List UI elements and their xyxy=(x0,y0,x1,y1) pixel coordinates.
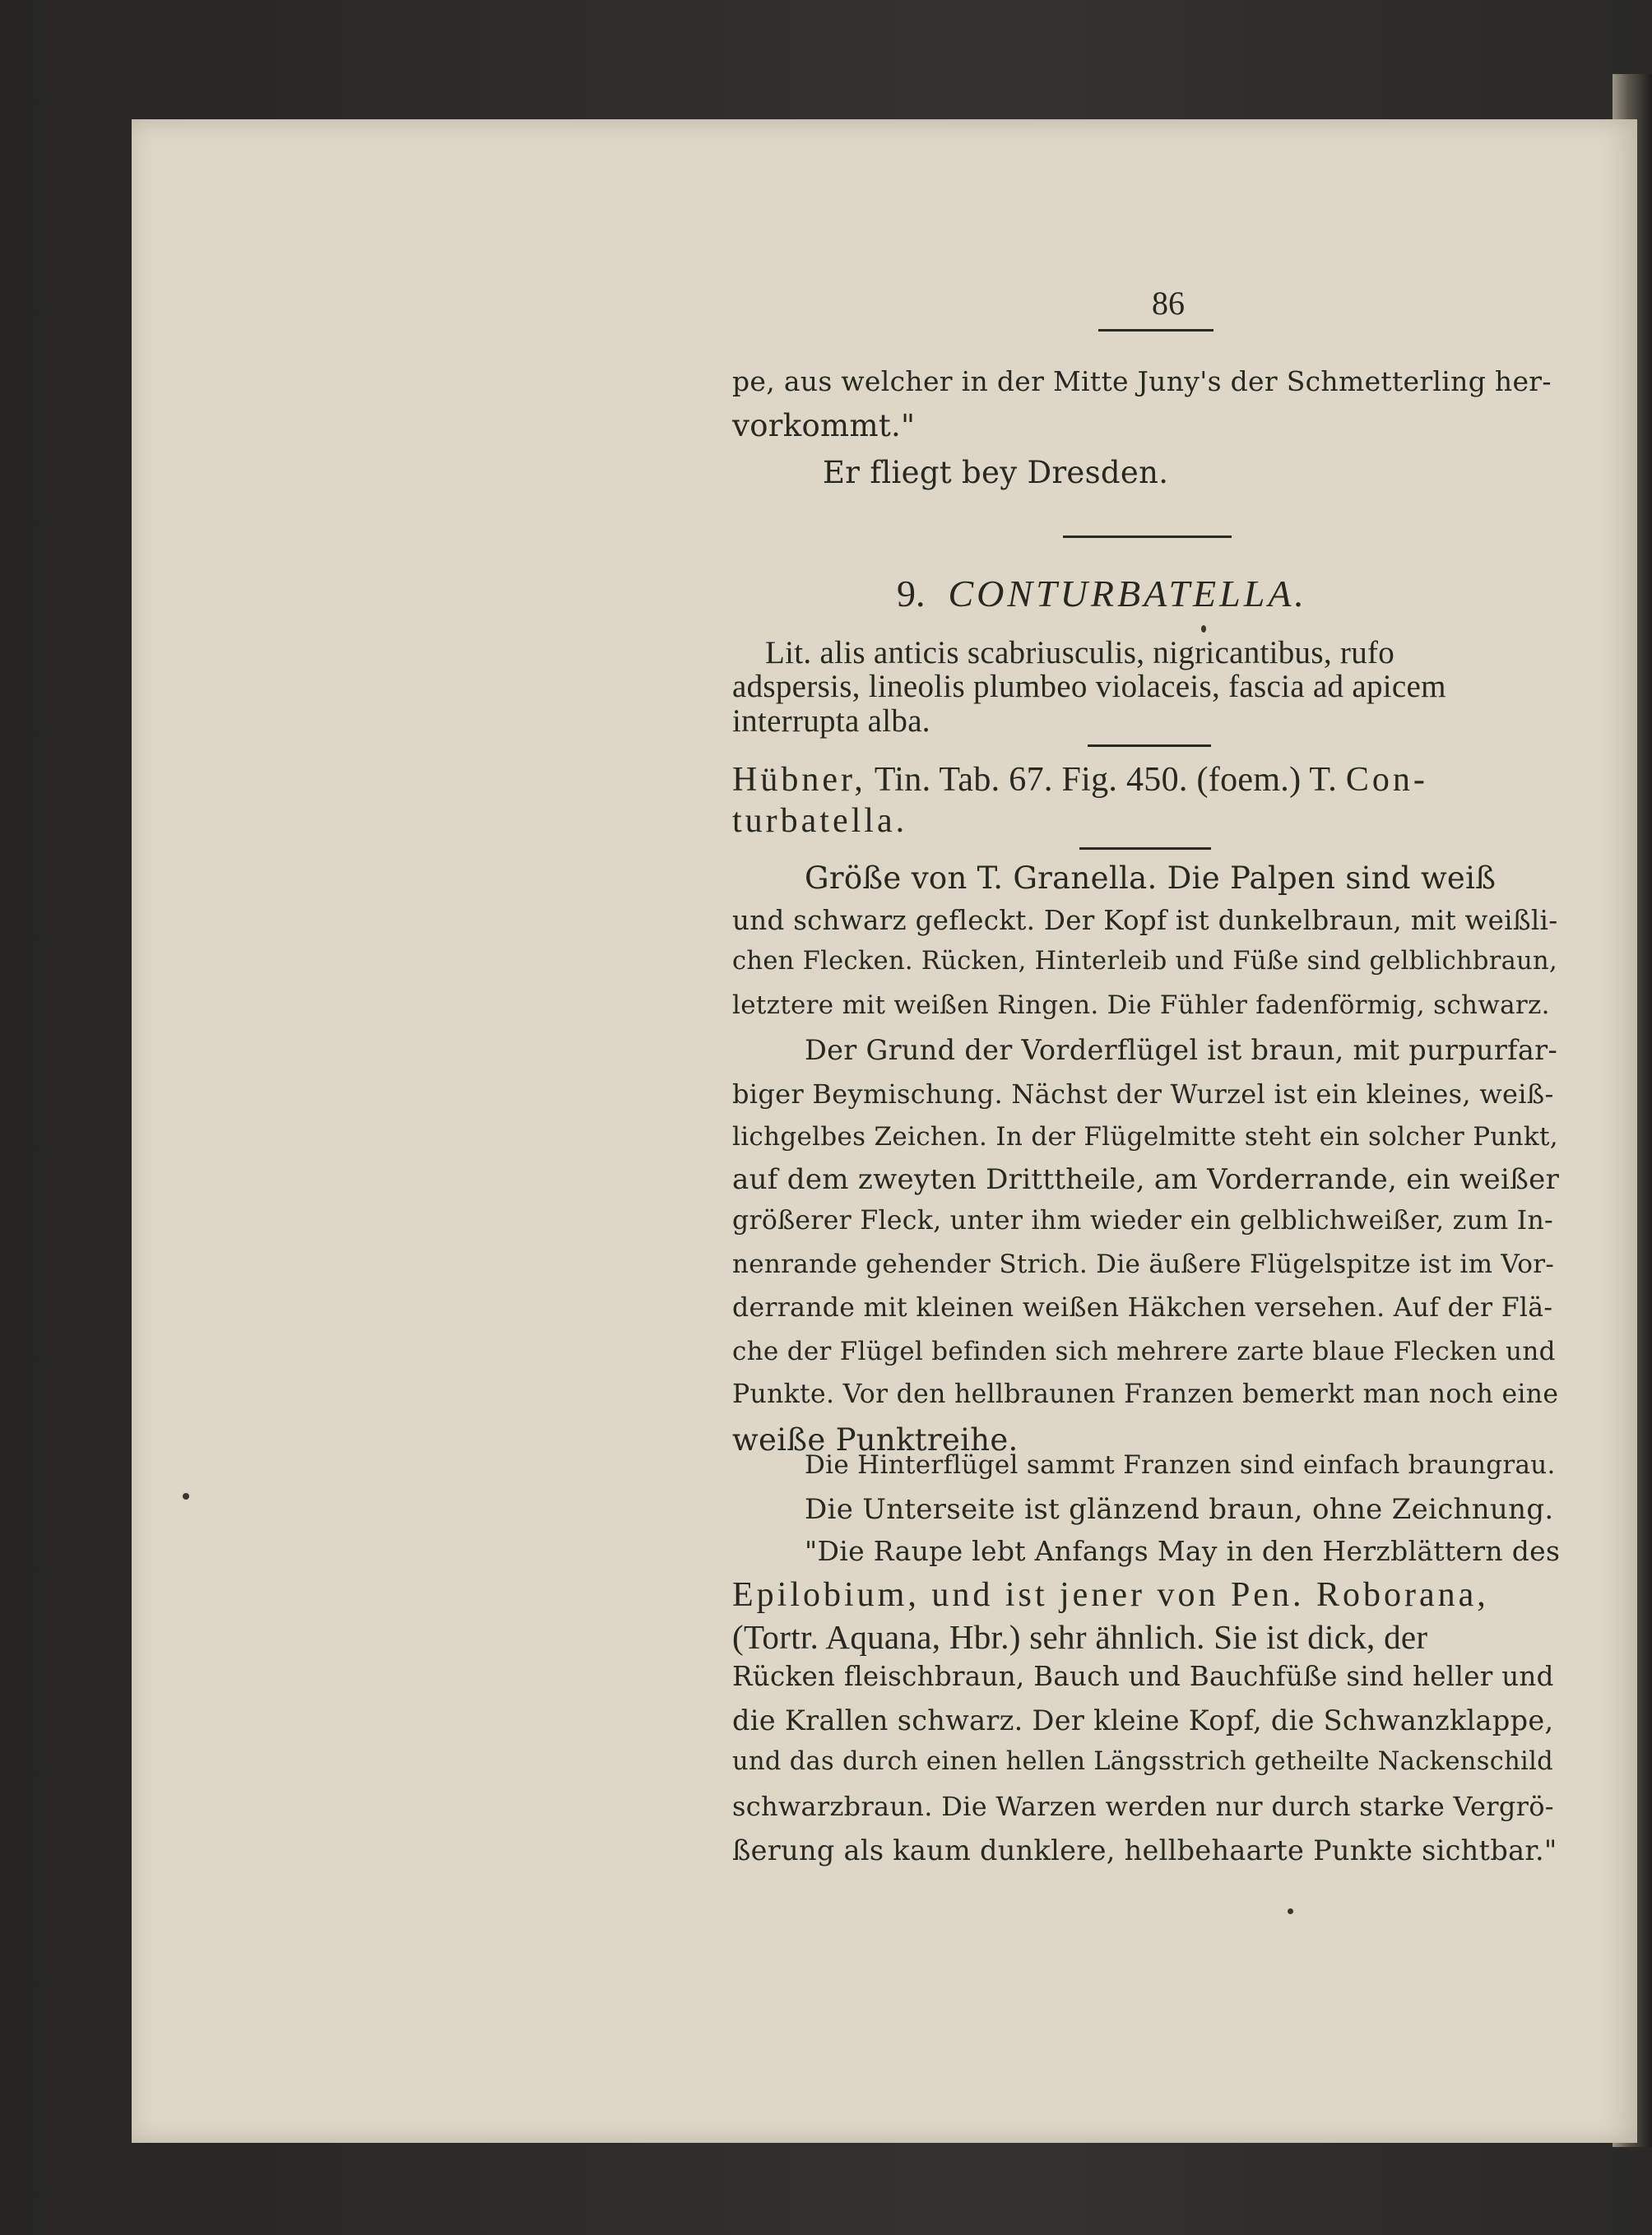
text-line: Er fliegt bey Dresden. xyxy=(823,455,1169,490)
text-line: letztere mit weißen Ringen. Die Fühler fadenförmig, schwarz. xyxy=(732,990,1550,1020)
text-line: weiße Punktreihe. xyxy=(732,1422,1019,1458)
text-line: biger Beymischung. Nächst der Wurzel ist ein kleines, weiß- xyxy=(732,1078,1554,1110)
ink-speck xyxy=(183,1493,189,1500)
reference-citation: Tin. Tab. 67. Fig. 450. (foem.) T. xyxy=(865,761,1346,799)
page-number: 86 xyxy=(1152,285,1185,322)
ink-speck xyxy=(1288,1908,1293,1914)
text-line: Die Unterseite ist glänzend braun, ohne Zeichnung. xyxy=(805,1493,1554,1526)
text-line: lichgelbes Zeichen. In der Flügelmitte steht ein solcher Punkt, xyxy=(732,1122,1558,1152)
text-line: und schwarz gefleckt. Der Kopf ist dunkelbraun, mit weißli- xyxy=(732,905,1558,936)
text-line: Rücken fleischbraun, Bauch und Bauchfüße sind heller und xyxy=(732,1661,1554,1692)
species-number: 9. xyxy=(897,573,926,614)
diagnosis-line: interrupta alba. xyxy=(732,703,930,739)
text-line: chen Flecken. Rücken, Hinterleib und Füße sind gelblichbraun, xyxy=(732,947,1557,976)
text-line: ßerung als kaum dunklere, hellbehaarte Punkte sichtbar." xyxy=(732,1834,1557,1866)
diagnosis-line: Lit. alis anticis scabriusculis, nigricantibus, rufo xyxy=(765,635,1395,670)
text-line: Der Grund der Vorderflügel ist braun, mit purpurfar- xyxy=(805,1034,1558,1066)
text-line: (Tortr. Aquana, Hbr.) sehr ähnlich. Sie ist dick, der xyxy=(732,1618,1428,1656)
text-line: größerer Fleck, unter ihm wieder ein gelblichweißer, zum In- xyxy=(732,1206,1553,1236)
text-line: che der Flügel befinden sich mehrere zarte blaue Flecken und xyxy=(732,1337,1556,1366)
text-line: Epilobium, und ist jener von Pen. Roborana, xyxy=(732,1576,1489,1614)
text-line: pe, aus welcher in der Mitte Juny's der Schmetterling her- xyxy=(732,365,1552,397)
ink-speck xyxy=(1201,625,1206,633)
reference-line xyxy=(732,760,1428,800)
text-line: Punkte. Vor den hellbraunen Franzen bemerkt man noch eine xyxy=(732,1379,1559,1409)
diagnosis-line: adspersis, lineolis plumbeo violaceis, fascia ad apicem xyxy=(732,669,1446,704)
text-line: schwarzbraun. Die Warzen werden nur durch starke Vergrö- xyxy=(732,1791,1554,1822)
reference-rule-top xyxy=(1088,744,1211,747)
page-number-rule xyxy=(1098,329,1213,332)
reference-author: Hübner, xyxy=(732,761,866,799)
species-name: CONTURBATELLA. xyxy=(948,573,1307,614)
text-line: Die Hinterflügel sammt Franzen sind einfach braungrau. xyxy=(805,1450,1556,1480)
reference-name-start: Con- xyxy=(1345,761,1428,799)
reference-name-end: turbatella. xyxy=(732,802,908,840)
text-line: Größe von T. Granella. Die Palpen sind weiß xyxy=(805,860,1497,896)
text-line: derrande mit kleinen weißen Häkchen versehen. Auf der Flä- xyxy=(732,1293,1553,1323)
species-heading xyxy=(897,572,1307,615)
text-line: und das durch einen hellen Längsstrich getheilte Nackenschild xyxy=(732,1747,1553,1776)
text-line: die Krallen schwarz. Der kleine Kopf, die Schwanzklappe, xyxy=(732,1704,1554,1737)
text-line: "Die Raupe lebt Anfangs May in den Herzblättern des xyxy=(805,1535,1561,1567)
text-line: vorkommt." xyxy=(732,408,916,443)
text-line: auf dem zweyten Dritttheile, am Vorderrande, ein weißer xyxy=(732,1163,1560,1196)
reference-rule-bottom xyxy=(1079,847,1211,850)
text-line: nenrande gehender Strich. Die äußere Flügelspitze ist im Vor- xyxy=(732,1250,1555,1279)
section-divider xyxy=(1063,536,1232,538)
